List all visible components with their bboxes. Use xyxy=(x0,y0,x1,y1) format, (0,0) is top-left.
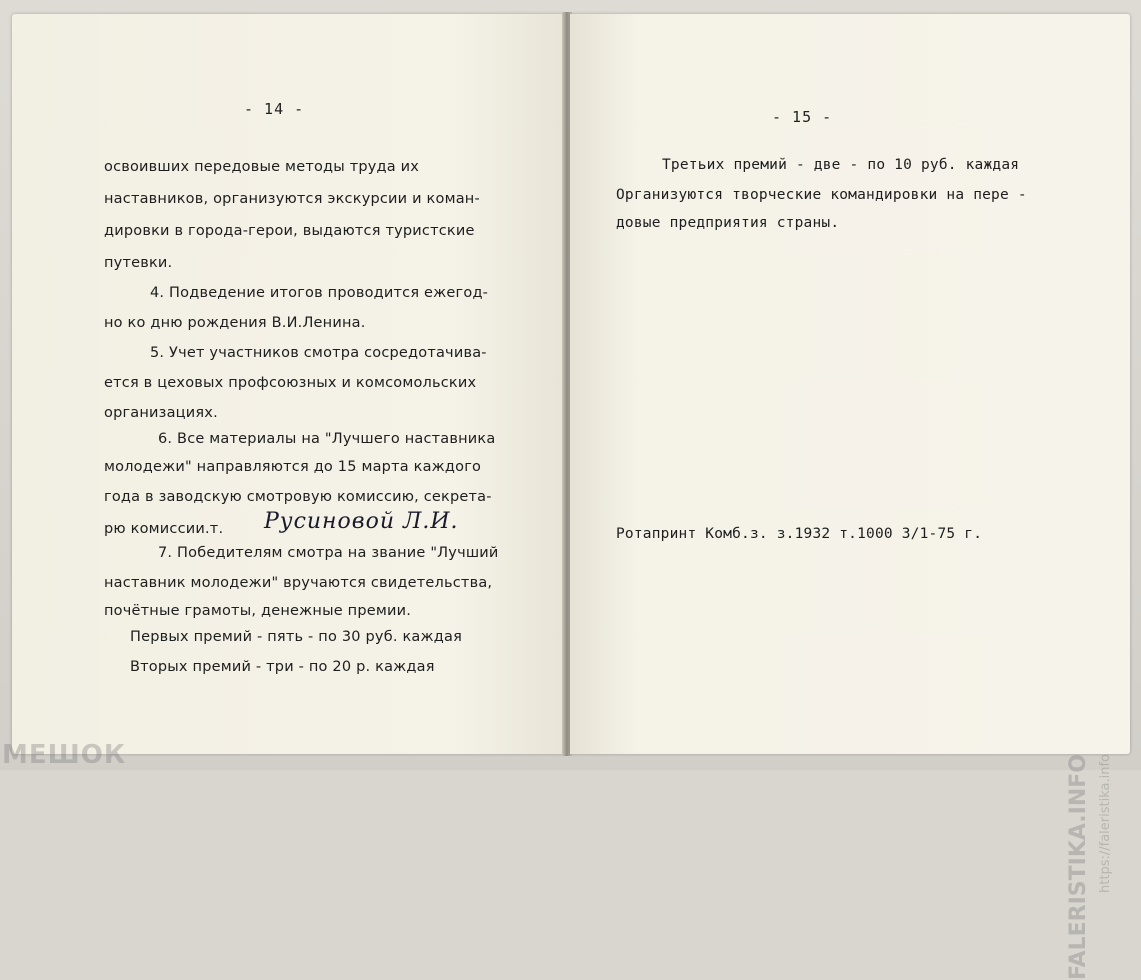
left-line-3: дировки в города-герои, выдаются туристские xyxy=(104,223,475,239)
left-line-2: наставников, организуются экскурсии и коман- xyxy=(104,191,480,207)
left-line-6: но ко дню рождения В.И.Ленина. xyxy=(104,315,366,331)
left-line-9: организациях. xyxy=(104,405,218,421)
left-line-12: года в заводскую смотровую комиссию, секрета- xyxy=(104,489,492,505)
left-line-7: 5. Учет участников смотра сосредотачива- xyxy=(150,345,487,361)
left-line-17: Первых премий - пять - по 30 руб. каждая xyxy=(130,629,463,645)
left-line-4: путевки. xyxy=(104,255,173,271)
left-line-16: почётные грамоты, денежные премии. xyxy=(104,603,412,619)
left-line-8: ется в цеховых профсоюзных и комсомольских xyxy=(104,375,477,391)
right-line-3: довые предприятия страны. xyxy=(616,215,840,231)
left-line-11: молодежи" направляются до 15 марта каждого xyxy=(104,459,482,475)
left-line-5: 4. Подведение итогов проводится ежегод- xyxy=(150,285,489,301)
watermark-faleristika-url: https://faleristika.info xyxy=(1098,754,1113,893)
left-line-15: наставник молодежи" вручаются свидетельства, xyxy=(104,575,493,591)
left-page xyxy=(12,14,564,754)
handwritten-signature: Русиновой Л.И. xyxy=(264,509,459,534)
left-line-14: 7. Победителям смотра на звание "Лучший xyxy=(158,545,499,561)
left-line-13: рю комиссии.т. xyxy=(104,521,224,537)
right-line-1: Третьих премий - две - по 10 руб. каждая xyxy=(662,157,1020,173)
imprint-line: Ротапринт Комб.з. з.1932 т.1000 3/1-75 г. xyxy=(616,526,983,542)
right-page xyxy=(570,14,1130,754)
watermark-faleristika: FALERISTIKA.INFO xyxy=(1066,754,1091,980)
watermark-meshok: МЕШОК xyxy=(2,740,127,770)
left-line-1: освоивших передовые методы труда их xyxy=(104,159,420,175)
left-line-10: 6. Все материалы на "Лучшего наставника xyxy=(158,431,496,447)
right-line-2: Организуются творческие командировки на пере - xyxy=(616,187,1027,203)
page-number-left: - 14 - xyxy=(244,100,305,118)
page-number-right: - 15 - xyxy=(772,108,833,126)
left-line-18: Вторых премий - три - по 20 р. каждая xyxy=(130,659,435,675)
